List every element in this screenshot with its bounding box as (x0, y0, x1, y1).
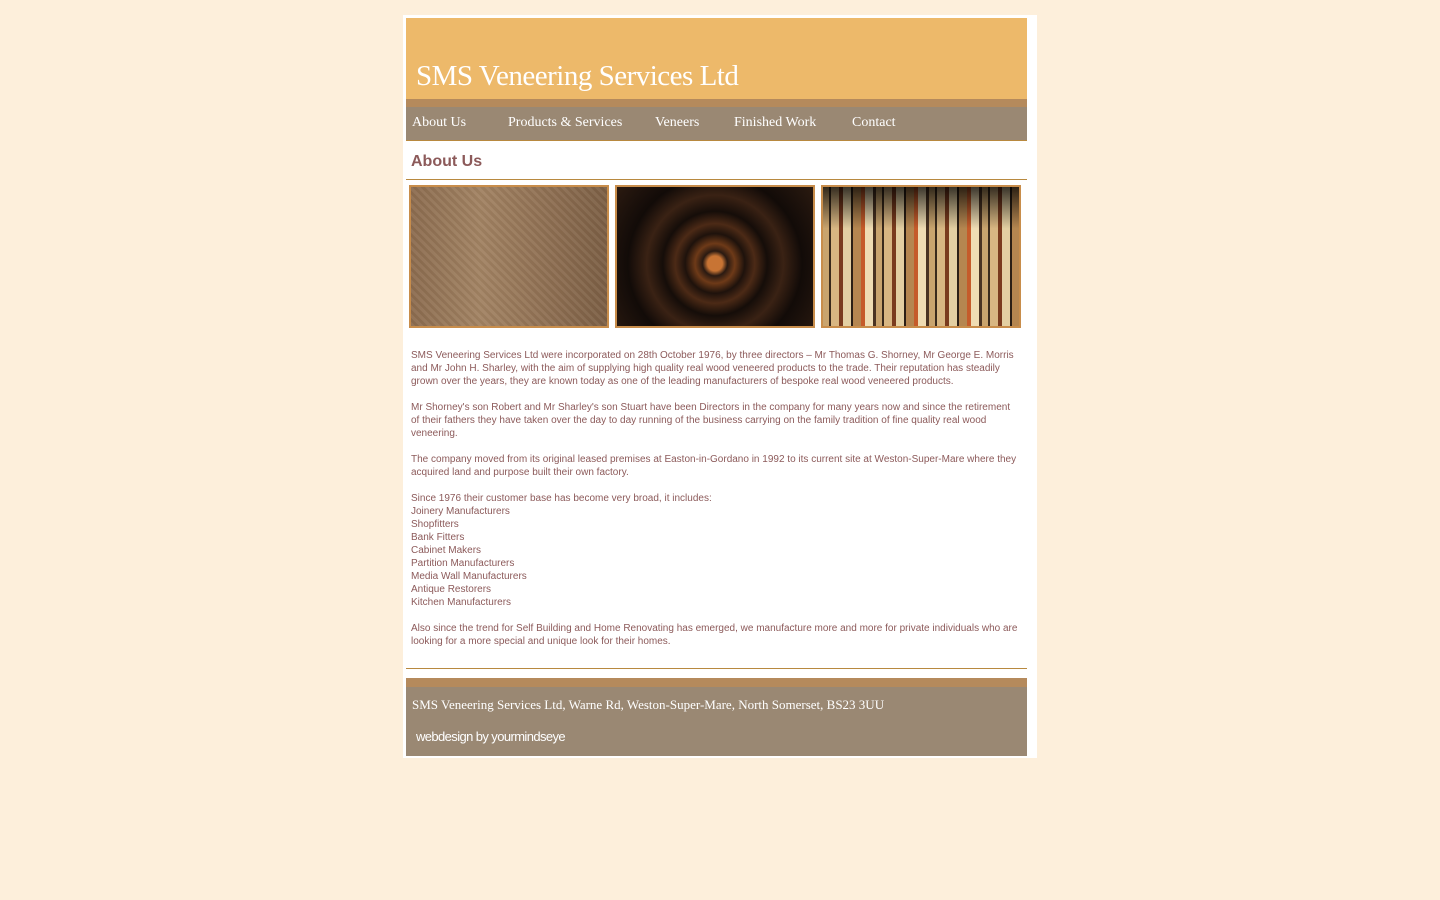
list-item: Partition Manufacturers (411, 558, 515, 569)
about-paragraph: SMS Veneering Services Ltd were incorporated on 28th October 1976, by three directors – Mr Thomas G. Shorney, Mr George E. Morris and Mr John H. Sharley, with the aim of supplying high quality real wood veneered products to the trade. Their reputation has steadily grown over the years, they are known today as one of the leading manufacturers of bespoke real wood veneered products. (411, 350, 1014, 387)
list-item: Shopfitters (411, 519, 459, 530)
page-title: About Us (411, 153, 483, 170)
nav-item-products-services[interactable]: Products & Services (508, 115, 623, 130)
title-divider (406, 179, 1027, 180)
site-header (406, 18, 1027, 99)
about-paragraph: The company moved from its original leased premises at Easton-in-Gordano in 1992 to its current site at Weston-Super-Mare where they acquired land and purpose built their own factory. (411, 454, 1017, 478)
footer-stripe (406, 678, 1027, 687)
site-footer (406, 687, 1027, 756)
closing-paragraph: Also since the trend for Self Building and Home Renovating has emerged, we manufacture more and more for private individuals who are looking for a more special and unique look for their homes. (411, 623, 1018, 647)
customer-list (411, 505, 1021, 609)
nav-item-veneers[interactable]: Veneers (655, 115, 700, 130)
footer-address: SMS Veneering Services Ltd, Warne Rd, Weston-Super-Mare, North Somerset, BS23 3UU (412, 697, 885, 712)
about-paragraph: Mr Shorney's son Robert and Mr Sharley's son Stuart have been Directors in the company for many years now and since the retirement of their fathers they have taken over the day to day running of the business carrying on the family tradition of fine quality real wood veneering. (411, 402, 1011, 439)
customers-intro: Since 1976 their customer base has become very broad, it includes: (411, 493, 712, 504)
list-item: Media Wall Manufacturers (411, 571, 527, 582)
veneer-photo-inlay-strips (821, 185, 1021, 328)
nav-item-finished-work[interactable]: Finished Work (734, 115, 817, 130)
site-title[interactable]: SMS Veneering Services Ltd (416, 60, 739, 92)
webdesign-credit-link[interactable]: webdesign by yourmindseye (416, 729, 566, 744)
list-item: Joinery Manufacturers (411, 506, 510, 517)
nav-item-contact[interactable]: Contact (852, 115, 896, 130)
nav-item-about-us[interactable]: About Us (412, 115, 467, 130)
veneer-photo-diamond (615, 185, 815, 328)
page-container (403, 15, 1037, 758)
content-divider (406, 668, 1027, 669)
list-item: Antique Restorers (411, 584, 492, 595)
list-item: Bank Fitters (411, 532, 465, 543)
veneer-photo-herringbone (409, 185, 609, 328)
about-content (411, 349, 1021, 661)
list-item: Kitchen Manufacturers (411, 597, 512, 608)
list-item: Cabinet Makers (411, 545, 482, 556)
header-stripe (406, 99, 1027, 107)
main-nav (406, 107, 1027, 141)
